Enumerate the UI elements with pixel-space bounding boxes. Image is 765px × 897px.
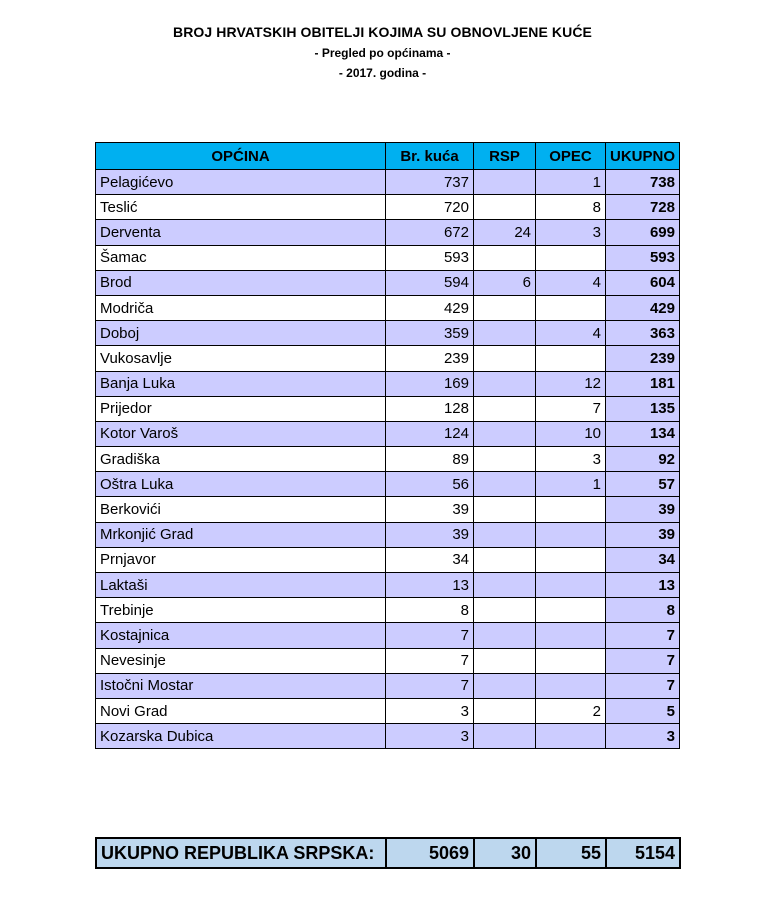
table-row [96, 195, 680, 220]
table-row [96, 421, 680, 446]
table-row [96, 220, 680, 245]
cell-opec [536, 522, 606, 547]
cell-rsp [474, 396, 536, 421]
cell-houses: 239 [386, 346, 474, 371]
cell-houses: 7 [386, 673, 474, 698]
cell-rsp [474, 346, 536, 371]
cell-rsp [474, 170, 536, 195]
table-row [96, 371, 680, 396]
column-header-municipality: OPĆINA [96, 143, 386, 170]
column-header-rsp: RSP [474, 143, 536, 170]
table-row [96, 598, 680, 623]
cell-opec: 8 [536, 195, 606, 220]
table-row [96, 673, 680, 698]
cell-municipality: Laktaši [96, 573, 386, 598]
cell-municipality: Kotor Varoš [96, 421, 386, 446]
cell-opec: 1 [536, 170, 606, 195]
cell-municipality: Vukosavlje [96, 346, 386, 371]
cell-houses: 56 [386, 472, 474, 497]
cell-total: 699 [606, 220, 680, 245]
cell-municipality: Kostajnica [96, 623, 386, 648]
cell-houses: 429 [386, 295, 474, 320]
cell-houses: 672 [386, 220, 474, 245]
cell-opec: 4 [536, 321, 606, 346]
cell-opec: 3 [536, 220, 606, 245]
cell-rsp [474, 421, 536, 446]
cell-total: 3 [606, 724, 680, 749]
cell-municipality: Šamac [96, 245, 386, 270]
cell-total: 57 [606, 472, 680, 497]
cell-rsp [474, 547, 536, 572]
table-row [96, 447, 680, 472]
cell-municipality: Mrkonjić Grad [96, 522, 386, 547]
cell-rsp [474, 573, 536, 598]
summary-rsp: 30 [474, 838, 536, 868]
cell-total: 738 [606, 170, 680, 195]
cell-total: 429 [606, 295, 680, 320]
summary-row [96, 838, 680, 868]
cell-opec [536, 245, 606, 270]
cell-municipality: Istočni Mostar [96, 673, 386, 698]
cell-opec: 1 [536, 472, 606, 497]
cell-opec: 2 [536, 698, 606, 723]
table-row [96, 170, 680, 195]
cell-rsp: 6 [474, 270, 536, 295]
cell-rsp [474, 321, 536, 346]
cell-rsp [474, 673, 536, 698]
table-row [96, 396, 680, 421]
table-row [96, 724, 680, 749]
cell-total: 7 [606, 648, 680, 673]
cell-opec: 4 [536, 270, 606, 295]
cell-rsp [474, 522, 536, 547]
cell-opec [536, 724, 606, 749]
table-row [96, 321, 680, 346]
cell-opec [536, 573, 606, 598]
cell-total: 7 [606, 673, 680, 698]
cell-houses: 39 [386, 522, 474, 547]
cell-houses: 593 [386, 245, 474, 270]
cell-rsp [474, 724, 536, 749]
cell-opec [536, 598, 606, 623]
municipality-table [95, 142, 680, 749]
cell-opec [536, 623, 606, 648]
table-header-row [96, 143, 680, 170]
cell-rsp [474, 497, 536, 522]
cell-total: 728 [606, 195, 680, 220]
column-header-total: UKUPNO [606, 143, 680, 170]
cell-opec [536, 497, 606, 522]
cell-opec [536, 346, 606, 371]
document-subtitle: - Pregled po općinama - [314, 46, 451, 60]
cell-total: 604 [606, 270, 680, 295]
document-year: - 2017. godina - [338, 66, 427, 80]
cell-municipality: Pelagićevo [96, 170, 386, 195]
cell-total: 593 [606, 245, 680, 270]
table-row [96, 623, 680, 648]
document-title: BROJ HRVATSKIH OBITELJI KOJIMA SU OBNOVLJENE KUĆE [173, 24, 592, 40]
cell-total: 181 [606, 371, 680, 396]
table-row [96, 698, 680, 723]
cell-rsp [474, 245, 536, 270]
cell-rsp [474, 472, 536, 497]
cell-municipality: Modriča [96, 295, 386, 320]
cell-rsp [474, 371, 536, 396]
cell-total: 92 [606, 447, 680, 472]
table-row [96, 522, 680, 547]
cell-total: 39 [606, 522, 680, 547]
cell-municipality: Brod [96, 270, 386, 295]
cell-rsp: 24 [474, 220, 536, 245]
cell-municipality: Berkovići [96, 497, 386, 522]
cell-municipality: Banja Luka [96, 371, 386, 396]
column-header-houses: Br. kuća [386, 143, 474, 170]
cell-rsp [474, 698, 536, 723]
cell-houses: 128 [386, 396, 474, 421]
cell-houses: 737 [386, 170, 474, 195]
cell-total: 8 [606, 598, 680, 623]
cell-rsp [474, 447, 536, 472]
cell-opec: 3 [536, 447, 606, 472]
cell-total: 7 [606, 623, 680, 648]
table-row [96, 472, 680, 497]
cell-municipality: Doboj [96, 321, 386, 346]
cell-opec: 10 [536, 421, 606, 446]
cell-rsp [474, 295, 536, 320]
table-row [96, 648, 680, 673]
table-row [96, 497, 680, 522]
table-row [96, 245, 680, 270]
cell-houses: 34 [386, 547, 474, 572]
cell-houses: 39 [386, 497, 474, 522]
cell-houses: 124 [386, 421, 474, 446]
cell-municipality: Trebinje [96, 598, 386, 623]
cell-total: 13 [606, 573, 680, 598]
cell-rsp [474, 598, 536, 623]
cell-opec: 7 [536, 396, 606, 421]
cell-opec [536, 547, 606, 572]
column-header-opec: OPEC [536, 143, 606, 170]
summary-opec: 55 [536, 838, 606, 868]
cell-total: 134 [606, 421, 680, 446]
cell-municipality: Nevesinje [96, 648, 386, 673]
cell-houses: 3 [386, 698, 474, 723]
cell-houses: 8 [386, 598, 474, 623]
cell-houses: 720 [386, 195, 474, 220]
table-row [96, 295, 680, 320]
cell-houses: 89 [386, 447, 474, 472]
table-row [96, 346, 680, 371]
cell-municipality: Oštra Luka [96, 472, 386, 497]
cell-opec: 12 [536, 371, 606, 396]
cell-rsp [474, 195, 536, 220]
table-body [96, 170, 680, 749]
cell-houses: 7 [386, 623, 474, 648]
cell-total: 239 [606, 346, 680, 371]
cell-houses: 7 [386, 648, 474, 673]
cell-opec [536, 648, 606, 673]
cell-municipality: Kozarska Dubica [96, 724, 386, 749]
cell-municipality: Prnjavor [96, 547, 386, 572]
summary-total: 5154 [606, 838, 680, 868]
cell-houses: 359 [386, 321, 474, 346]
cell-opec [536, 295, 606, 320]
cell-total: 135 [606, 396, 680, 421]
table-row [96, 573, 680, 598]
cell-houses: 594 [386, 270, 474, 295]
cell-houses: 3 [386, 724, 474, 749]
table-row [96, 270, 680, 295]
cell-total: 34 [606, 547, 680, 572]
cell-total: 363 [606, 321, 680, 346]
cell-opec [536, 673, 606, 698]
summary-label: UKUPNO REPUBLIKA SRPSKA: [96, 838, 386, 868]
cell-total: 5 [606, 698, 680, 723]
summary-houses: 5069 [386, 838, 474, 868]
cell-rsp [474, 623, 536, 648]
cell-rsp [474, 648, 536, 673]
summary-table [95, 837, 681, 869]
cell-municipality: Prijedor [96, 396, 386, 421]
table-row [96, 547, 680, 572]
cell-municipality: Derventa [96, 220, 386, 245]
cell-municipality: Gradiška [96, 447, 386, 472]
cell-municipality: Teslić [96, 195, 386, 220]
cell-total: 39 [606, 497, 680, 522]
cell-houses: 13 [386, 573, 474, 598]
cell-municipality: Novi Grad [96, 698, 386, 723]
cell-houses: 169 [386, 371, 474, 396]
